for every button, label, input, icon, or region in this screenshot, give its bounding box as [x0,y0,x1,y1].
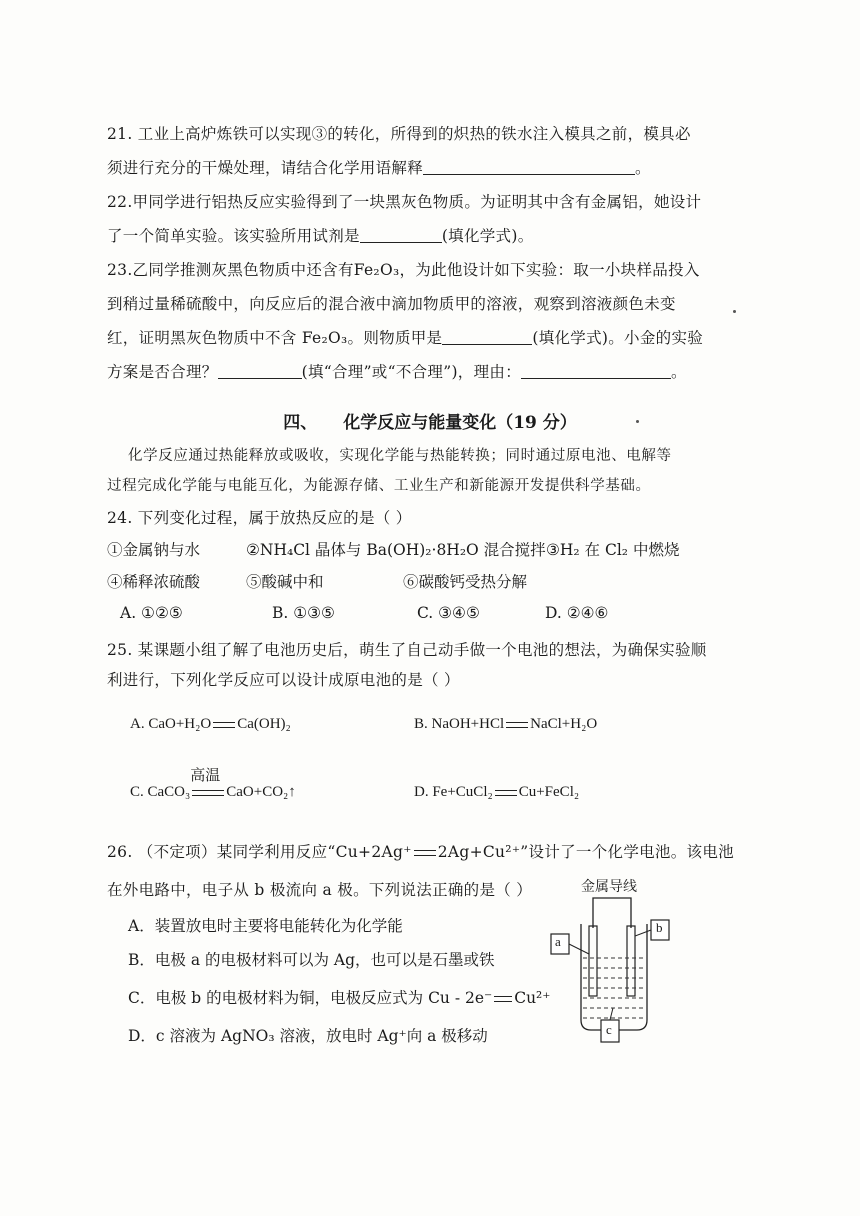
q24-item-4: ④稀释浓硫酸 [107,573,201,591]
q24-item-5: ⑤酸碱中和 [246,573,324,591]
section-number: 四、 [283,413,318,433]
q23-line3-end: (填化学式)。小金的实验 [532,329,704,347]
electrode-a [589,926,597,996]
q23-line4-a: 方案是否合理？ [107,363,218,381]
electrode-b [627,926,635,996]
q26-option-c[interactable] [128,986,550,1008]
q24-item-3: ③H₂ 在 Cl₂ 中燃烧 [546,541,680,559]
q22-line2-end: (填化学式)。 [441,227,534,245]
q22-line1: 22.甲同学进行铝热反应实验得到了一块黑灰色物质。为证明其中含有金属铝，她设计 [107,193,702,211]
q24-option-a[interactable]: A. ①②⑤ [120,604,183,622]
q22-line2 [107,224,534,246]
q25-option-b[interactable] [414,716,597,733]
q23-line4-b: (填“合理”或“不合理”)，理由： [301,363,522,381]
q21-line2-text: 须进行充分的干燥处理，请结合化学用语解释 [107,159,424,177]
q25-option-d[interactable] [414,784,579,801]
q24-option-c[interactable]: C. ③④⑤ [417,604,480,622]
q25-b-left: NaOH+HCl [431,716,505,732]
q26-c-product: Cu²⁺ [514,989,551,1007]
q23-reasonable-blank[interactable] [218,364,302,379]
q25-d-left: Fe+CuCl₂ [432,784,493,800]
scan-speck [636,420,639,423]
q25-option-a[interactable] [130,716,291,733]
section-title: 化学反应与能量变化（19 分） [343,413,577,433]
q23-line3-text: 红，证明黑灰色物质中不含 Fe₂O₃。则物质甲是 [107,329,443,347]
q25-b-right: NaCl+H₂O [530,716,598,732]
q24-stem: 24. 下列变化过程，属于放热反应的是（ ） [107,509,412,527]
q25-option-c[interactable] [130,768,296,801]
q26-line2: 在外电路中，电子从 b 极流向 a 极。下列说法正确的是（ ） [107,881,533,899]
q26-c-text: C．电极 b 的电极材料为铜，电极反应式为 Cu - 2e⁻ [128,989,493,1007]
section-intro-line2: 过程完成化学能与电能互化，为能源存储、工业生产和新能源开发提供科学基础。 [107,478,651,494]
q23-reason-blank[interactable] [521,364,671,379]
q25-a-label: A. [130,716,145,732]
q25-a-left: CaO+H₂O [148,716,212,732]
q26-stem-b: 2Ag+Cu²⁺”设计了一个化学电池。该电池 [437,843,734,861]
beaker [581,924,647,1030]
equals-sign [495,790,517,796]
q24-item-1: ①金属钠与水 [107,541,201,559]
q21-answer-blank[interactable] [423,160,635,175]
q22-line2-text: 了一个简单实验。该实验所用试剂是 [107,227,360,245]
q23-line4 [107,360,687,382]
label-a: a [555,934,561,949]
q23-line3 [107,326,703,348]
q23-line4-end: 。 [671,363,687,381]
equals-sign [213,722,235,728]
q24-option-d[interactable]: D. ②④⑥ [545,604,609,622]
q25-d-label: D. [414,784,429,800]
q25-a-right: Ca(OH)₂ [237,716,291,732]
q26-stem [107,840,734,862]
section-heading [0,408,860,433]
galvanic-cell-diagram [545,880,675,1054]
equals-sign [494,996,512,1002]
solution-lines [583,958,645,1018]
q25-line1: 25. 某课题小组了解了电池历史后，萌生了自己动手做一个电池的想法，为确保实验顺 [107,641,707,659]
q25-c-condition: 高温 [190,768,221,784]
diagram-title: 金属导线 [581,879,637,895]
q26-stem-a: 26. （不定项）某同学利用反应“Cu+2Ag⁺ [107,843,412,861]
label-b: b [656,920,663,935]
q25-b-label: B. [414,716,428,732]
q21-line1: 21. 工业上高炉炼铁可以实现③的转化，所得到的炽热的铁水注入模具之前，模具必 [107,125,691,143]
equals-sign [506,722,528,728]
q23-line2: 到稍过量稀硫酸中，向反应后的混合液中滴加物质甲的溶液，观察到溶液颜色未变 [107,295,676,313]
q23-line1: 23.乙同学推测灰黑色物质中还含有Fe₂O₃，为此他设计如下实验：取一小块样品投入 [107,261,700,279]
q24-option-b[interactable]: B. ①③⑤ [272,604,335,622]
q21-line2-end: 。 [635,159,651,177]
q25-c-label: C. [130,784,144,800]
q25-line2: 利进行，下列化学反应可以设计成原电池的是（ ） [107,671,460,689]
q22-answer-blank[interactable] [360,228,442,243]
q24-item-2: ②NH₄Cl 晶体与 Ba(OH)₂·8H₂O 混合搅拌 [246,541,546,559]
q23-reagent-blank[interactable] [442,330,532,345]
q24-item-6: ⑥碳酸钙受热分解 [403,573,528,591]
q21-line2 [107,156,651,178]
q26-option-a[interactable]: A．装置放电时主要将电能转化为化学能 [128,917,403,935]
q26-option-d[interactable]: D．c 溶液为 AgNO₃ 溶液，放电时 Ag⁺向 a 极移动 [128,1027,488,1045]
q26-option-b[interactable]: B．电极 a 的电极材料可以为 Ag，也可以是石墨或铁 [128,951,495,969]
equals-sign [414,850,436,856]
section-intro-line1: 化学反应通过热能释放或吸收，实现化学能与热能转换；同时通过原电池、电解等 [128,448,672,464]
q25-d-right: Cu+FeCl₂ [518,784,580,800]
equals-sign [192,790,224,796]
metal-wire [593,898,631,928]
label-c: c [606,1022,612,1037]
q25-c-right: CaO+CO₂↑ [226,784,296,800]
q25-c-left: CaCO₃ [147,784,191,800]
scan-speck [733,310,736,313]
